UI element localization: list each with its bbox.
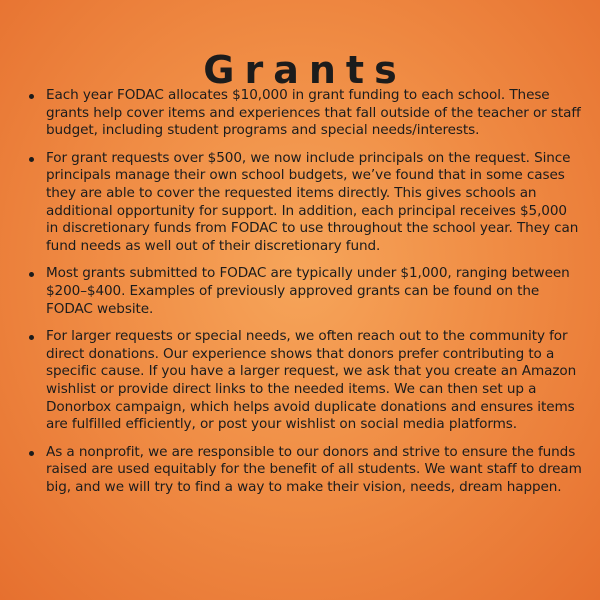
bullet-text: As a nonprofit, we are responsible to our donors and strive to ensure the funds raised are used equitably for the benefit of all students. We want staff to dream big, and we will try to find a way to make their vision, needs, dream happen. [46, 443, 582, 495]
bullet-text: For larger requests or special needs, we often reach out to the community for direct donations. Our experience shows that donors prefer contributing to a specific cause. If you have a larger request, we ask that you create an Amazon wishlist or provide direct links to the needed items. We can then set up a Donorbox campaign, which helps avoid duplicate donations and ensures items are fulfilled efficiently, or post your wishlist on social media platforms. [46, 328, 577, 433]
grants-bullet-list [27, 87, 583, 496]
bullet-text: For grant requests over $500, we now include principals on the request. Since principals manage their own school budgets, we’ve found that in some cases they are able to cover the requested items directly. This gives schools an additional opportunity for support. In addition, each principal receives $5,000 in discretionary funds from FODAC to use throughout the school year. They can fund needs as well out of their discretionary fund. [46, 149, 579, 254]
bullet-dot-icon [29, 94, 34, 99]
bullet-item-principal-requests [27, 150, 583, 256]
bullet-item-nonprofit-responsibility [27, 444, 583, 497]
bullet-dot-icon [29, 157, 34, 162]
bullet-text: Each year FODAC allocates $10,000 in grant funding to each school. These grants help cover items and experiences that fall outside of the teacher or staff budget, including student programs and special needs/interests. [46, 87, 581, 139]
bullet-dot-icon [29, 272, 34, 277]
bullet-text: Most grants submitted to FODAC are typically under $1,000, ranging between $200–$400. Examples of previously approved grants can be found on the FODAC website. [46, 265, 570, 317]
bullet-item-larger-requests [27, 328, 583, 434]
bullet-item-annual-funding [27, 87, 583, 140]
bullet-item-typical-grants [27, 265, 583, 318]
bullet-dot-icon [29, 451, 34, 456]
bullet-dot-icon [29, 335, 34, 340]
page-title: Grants [203, 48, 407, 93]
